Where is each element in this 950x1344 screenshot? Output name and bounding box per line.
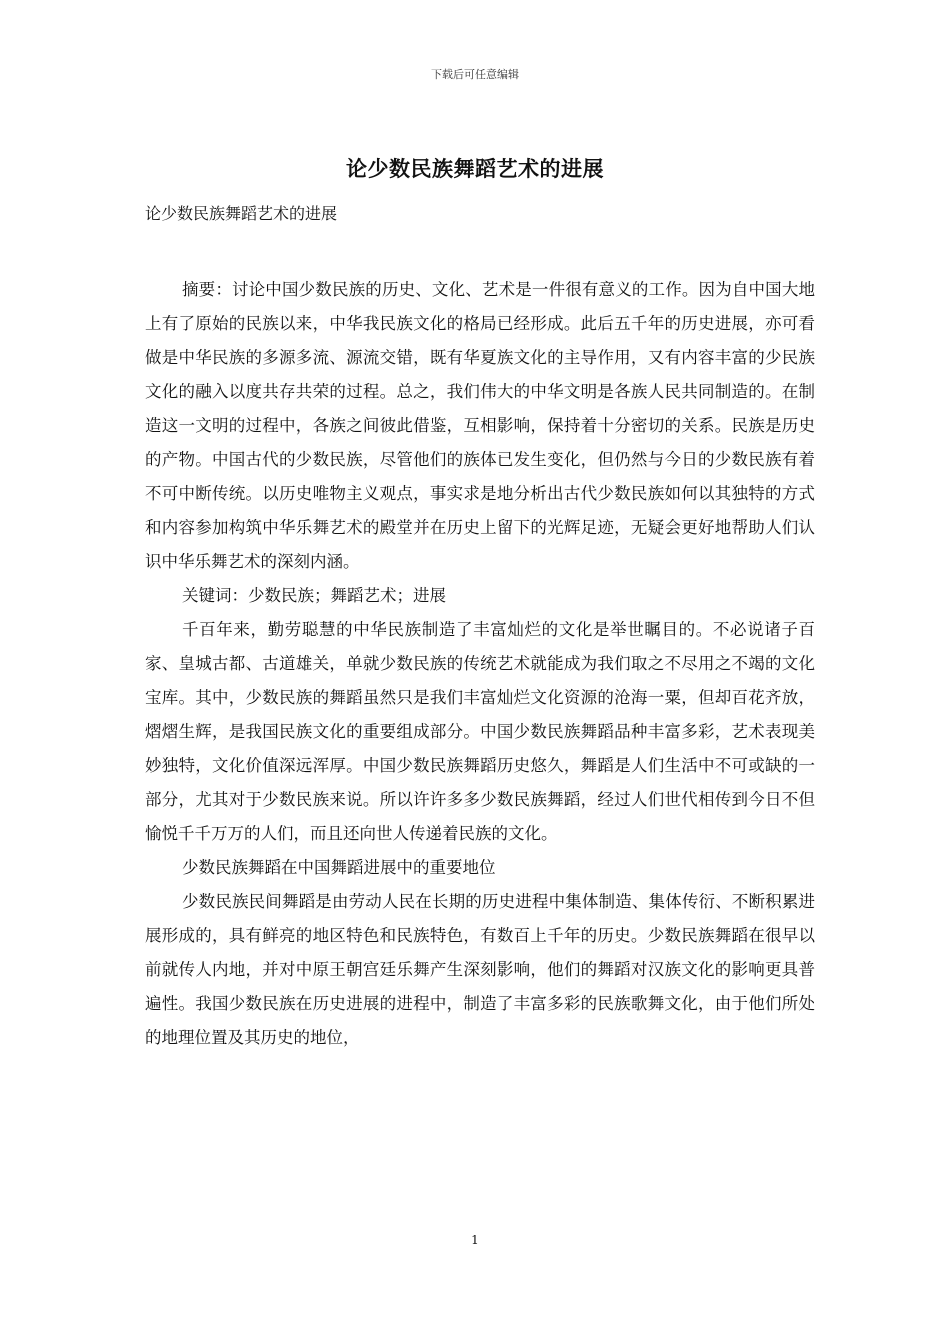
page-number: 1 <box>471 1233 479 1247</box>
intro-paragraph: 千百年来，勤劳聪慧的中华民族制造了丰富灿烂的文化是举世瞩目的。不必说诸子百家、皇城古都、古道雄关，单就少数民族的传统艺术就能成为我们取之不尽用之不竭的文化宝库。其中，少数民族的舞蹈虽然只是我们丰富灿烂文化资源的沧海一粟，但却百花齐放，熠熠生辉，是我国民族文化的重要组成部分。中国少数民族舞蹈品种丰富多彩，艺术表现美妙独特，文化价值深远浑厚。中国少数民族舞蹈历史悠久，舞蹈是人们生活中不可或缺的一部分，尤其对于少数民族来说。所以许许多多少数民族舞蹈，经过人们世代相传到今日不但愉悦千千万万的人们，而且还向世人传递着民族的文化。 <box>145 620 815 843</box>
section-paragraph: 少数民族民间舞蹈是由劳动人民在长期的历史进程中集体制造、集体传衍、不断积累进展形成的，具有鲜亮的地区特色和民族特色，有数百上千年的历史。少数民族舞蹈在很早以前就传人内地，并对中原王朝宫廷乐舞产生深刻影响，他们的舞蹈对汉族文化的影响更具普遍性。我国少数民族在历史进展的进程中，制造了丰富多彩的民族歌舞文化，由于他们所处的地理位置及其历史的地位， <box>145 892 815 1047</box>
abstract-paragraph: 摘要：讨论中国少数民族的历史、文化、艺术是一件很有意义的工作。因为自中国大地上有了原始的民族以来，中华我民族文化的格局已经形成。此后五千年的历史进展，亦可看做是中华民族的多源多流、源流交错，既有华夏族文化的主导作用，又有内容丰富的少民族文化的融入以度共存共荣的过程。总之，我们伟大的中华文明是各族人民共同制造的。在制造这一文明的过程中，各族之间彼此借鉴，互相影响，保持着十分密切的关系。民族是历史的产物。中国古代的少数民族，尽管他们的族体已发生变化，但仍然与今日的少数民族有着不可中断传统。以历史唯物主义观点，事实求是地分析出古代少数民族如何以其独特的方式和内容参加构筑中华乐舞艺术的殿堂并在历史上留下的光辉足迹，无疑会更好地帮助人们认识中华乐舞艺术的深刻内涵。 <box>145 280 815 571</box>
section-heading: 少数民族舞蹈在中国舞蹈进展中的重要地位 <box>182 858 496 877</box>
document-body <box>145 273 815 1055</box>
keywords-paragraph: 关键词：少数民族；舞蹈艺术；进展 <box>182 586 446 605</box>
document-title: 论少数民族舞蹈艺术的进展 <box>346 156 604 181</box>
header-note: 下载后可任意编辑 <box>431 68 519 81</box>
document-subtitle: 论少数民族舞蹈艺术的进展 <box>145 204 338 223</box>
